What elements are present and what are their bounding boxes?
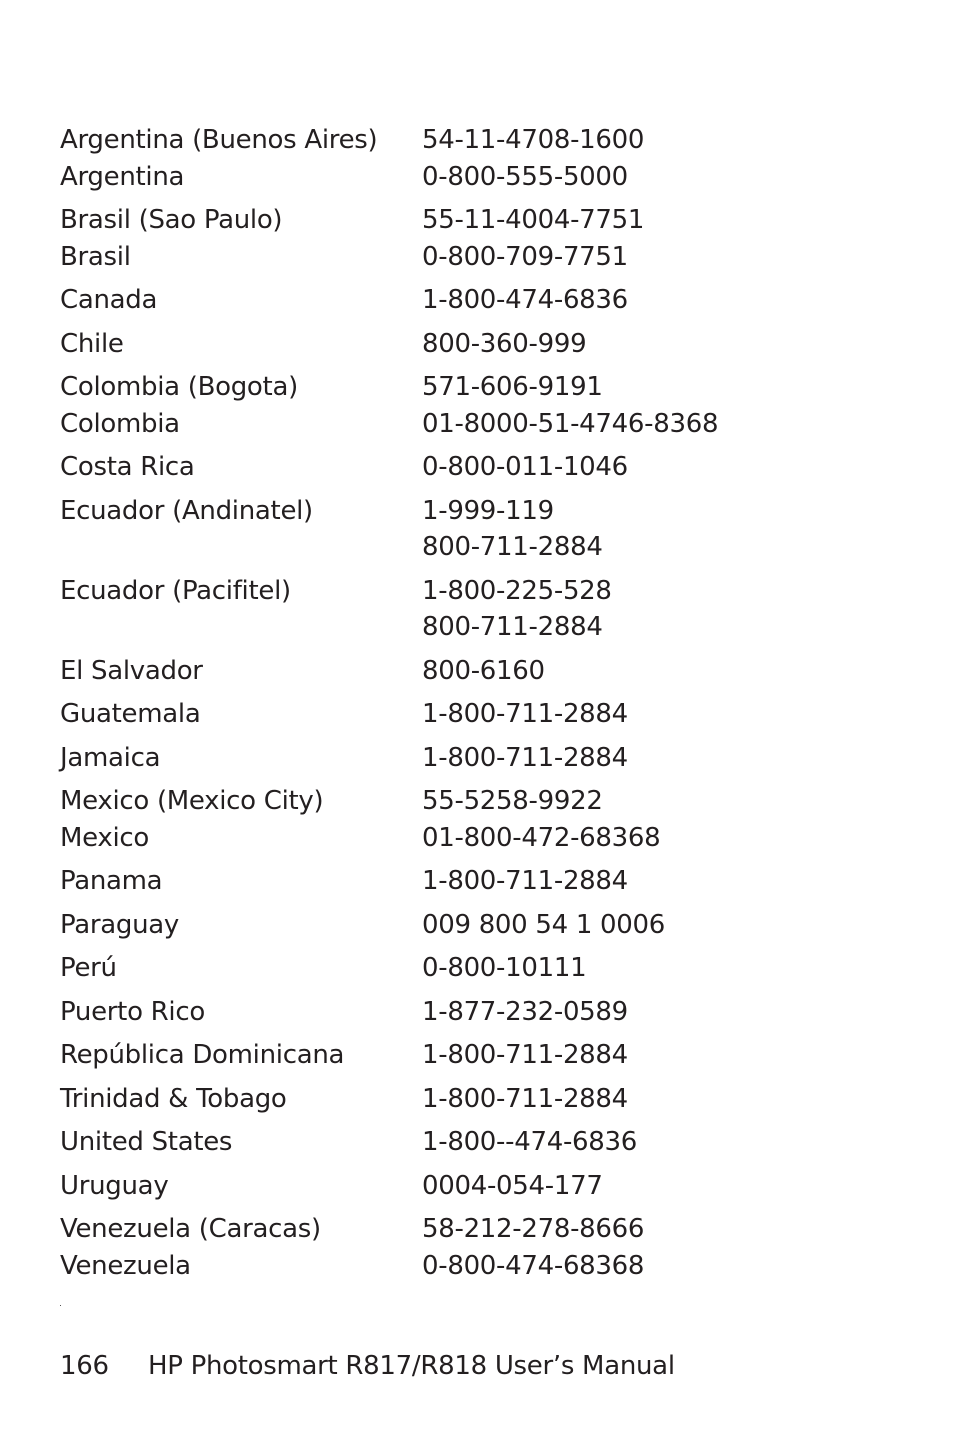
country-name: El Salvador <box>60 655 203 686</box>
page-footer <box>60 1348 675 1384</box>
phone-number: 1-877-232-0589 <box>422 996 628 1027</box>
phone-number: 0-800-474-68368 <box>422 1250 645 1281</box>
country-name: Mexico <box>60 822 149 853</box>
country-name: Venezuela (Caracas) <box>60 1214 321 1244</box>
contact-group <box>60 653 920 690</box>
phone-number: 1-800-711-2884 <box>422 699 628 729</box>
country-name: República Dominicana <box>60 1040 345 1070</box>
contact-row <box>60 202 920 239</box>
contact-row <box>60 907 920 944</box>
country-name: Brasil (Sao Paulo) <box>60 205 283 235</box>
contact-row <box>60 1211 920 1248</box>
contact-row <box>60 1248 920 1285</box>
phone-number: 800-360-999 <box>422 328 587 359</box>
phone-number: 800-711-2884 <box>422 612 603 642</box>
contact-row <box>60 573 920 610</box>
country-name: Guatemala <box>60 699 201 729</box>
country-name: Puerto Rico <box>60 996 205 1027</box>
country-name <box>60 529 422 566</box>
country-name: Argentina (Buenos Aires) <box>60 125 378 155</box>
phone-number: 1-800-711-2884 <box>422 866 628 896</box>
contact-group <box>60 740 920 777</box>
contact-row <box>60 609 920 646</box>
phone-number: 01-800-472-68368 <box>422 822 661 853</box>
contact-group <box>60 122 920 195</box>
contact-row <box>60 1124 920 1161</box>
phone-number: 54-11-4708-1600 <box>422 125 645 155</box>
contact-group <box>60 326 920 363</box>
country-name <box>60 609 422 646</box>
contact-group <box>60 1081 920 1118</box>
phone-number: 55-11-4004-7751 <box>422 205 645 235</box>
phone-number: 800-711-2884 <box>422 532 603 562</box>
country-name: Argentina <box>60 161 185 192</box>
country-name: Mexico (Mexico City) <box>60 786 324 816</box>
phone-number: 1-999-119 <box>422 495 554 526</box>
phone-number: 1-800-711-2884 <box>422 1083 628 1114</box>
country-name: United States <box>60 1127 233 1157</box>
contact-group <box>60 1168 920 1205</box>
contact-group <box>60 994 920 1031</box>
phone-number: 0-800-011-1046 <box>422 452 628 482</box>
phone-number: 1-800-225-528 <box>422 575 612 606</box>
country-name: Venezuela <box>60 1250 191 1281</box>
contact-row <box>60 740 920 777</box>
contact-group <box>60 369 920 442</box>
contact-group <box>60 950 920 987</box>
phone-number: 1-800-711-2884 <box>422 742 628 773</box>
phone-number: 0-800-555-5000 <box>422 161 628 192</box>
country-name: Canada <box>60 285 158 315</box>
contact-group <box>60 863 920 900</box>
contact-group <box>60 907 920 944</box>
phone-number: 1-800-711-2884 <box>422 1040 628 1070</box>
contact-group <box>60 1211 920 1284</box>
country-name: Jamaica <box>60 742 161 773</box>
contact-group <box>60 1037 920 1074</box>
phone-number: 58-212-278-8666 <box>422 1214 645 1244</box>
country-name: Colombia <box>60 408 180 439</box>
contact-group <box>60 202 920 275</box>
support-phone-list <box>60 122 920 1291</box>
phone-number: 1-800-474-6836 <box>422 285 628 315</box>
contact-row <box>60 493 920 530</box>
contact-row <box>60 529 920 566</box>
page-number: 166 <box>60 1351 109 1381</box>
manual-title: HP Photosmart R817/R818 User’s Manual <box>148 1351 675 1381</box>
country-name: Paraguay <box>60 909 179 940</box>
phone-number: 0004-054-177 <box>422 1170 603 1201</box>
contact-group <box>60 783 920 856</box>
contact-row <box>60 696 920 733</box>
contact-row <box>60 1081 920 1118</box>
country-name: Ecuador (Pacifitel) <box>60 575 291 606</box>
phone-number: 0-800-10111 <box>422 953 587 983</box>
contact-row <box>60 122 920 159</box>
contact-row <box>60 406 920 443</box>
phone-number: 800-6160 <box>422 655 545 686</box>
contact-row <box>60 239 920 276</box>
country-name: Panama <box>60 866 163 896</box>
phone-number: 0-800-709-7751 <box>422 241 628 272</box>
contact-group <box>60 282 920 319</box>
stray-mark <box>60 1305 61 1306</box>
contact-row <box>60 159 920 196</box>
phone-number: 55-5258-9922 <box>422 786 603 816</box>
country-name: Costa Rica <box>60 452 195 482</box>
country-name: Uruguay <box>60 1170 169 1201</box>
country-name: Colombia (Bogota) <box>60 372 298 402</box>
country-name: Trinidad & Tobago <box>60 1083 287 1114</box>
country-name: Brasil <box>60 241 131 272</box>
contact-row <box>60 449 920 486</box>
phone-number: 1-800--474-6836 <box>422 1127 637 1157</box>
contact-row <box>60 950 920 987</box>
contact-row <box>60 994 920 1031</box>
contact-row <box>60 653 920 690</box>
country-name: Ecuador (Andinatel) <box>60 495 313 526</box>
contact-row <box>60 820 920 857</box>
contact-group <box>60 573 920 646</box>
country-name: Chile <box>60 328 124 359</box>
contact-row <box>60 369 920 406</box>
contact-row <box>60 1168 920 1205</box>
contact-row <box>60 326 920 363</box>
phone-number: 009 800 54 1 0006 <box>422 909 666 940</box>
contact-group <box>60 696 920 733</box>
phone-number: 01-8000-51-4746-8368 <box>422 408 719 439</box>
contact-row <box>60 783 920 820</box>
contact-group <box>60 493 920 566</box>
phone-number: 571-606-9191 <box>422 372 603 402</box>
country-name: Perú <box>60 953 117 983</box>
contact-group <box>60 449 920 486</box>
contact-row <box>60 1037 920 1074</box>
contact-row <box>60 863 920 900</box>
contact-group <box>60 1124 920 1161</box>
contact-row <box>60 282 920 319</box>
